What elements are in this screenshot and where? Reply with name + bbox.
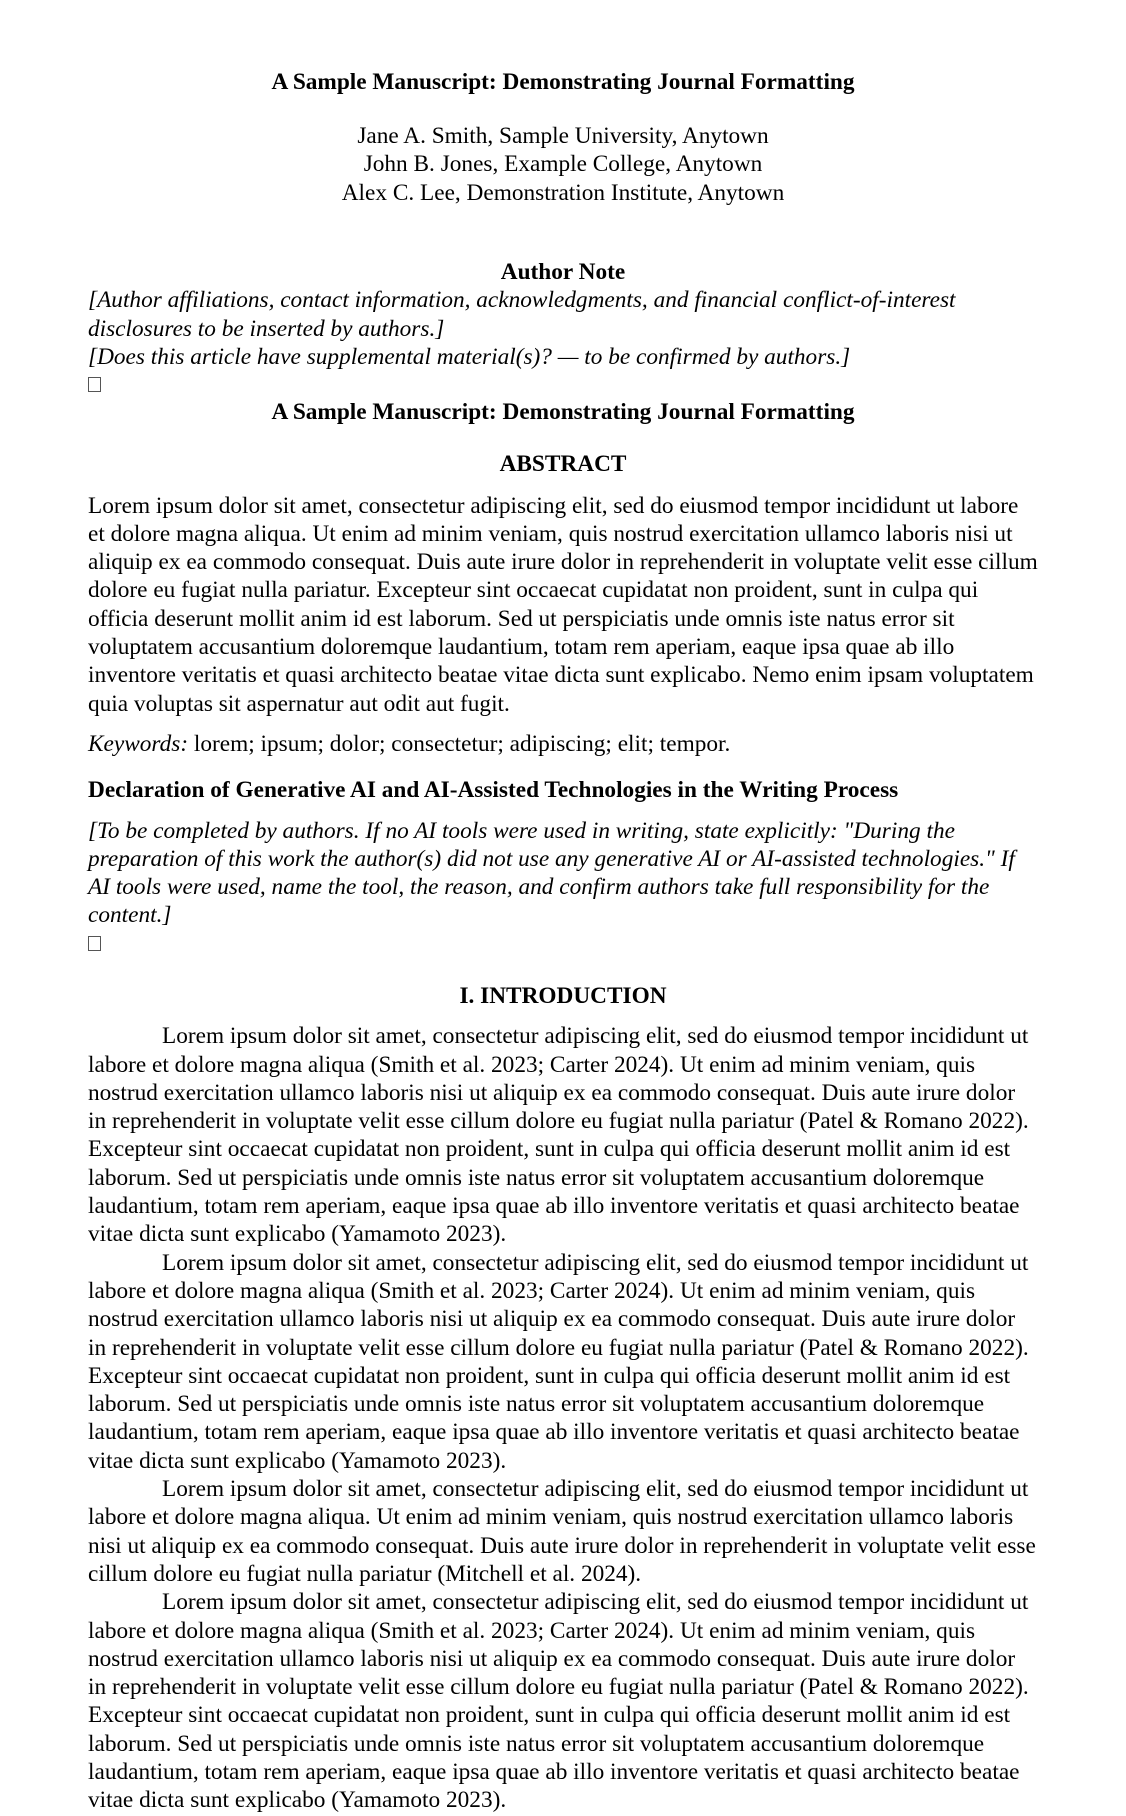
author-note-text: [Author affiliations, contact information, acknowledgments, and financial conflict-of-interest disclosures to be inserted by authors.] bbox=[88, 287, 956, 342]
introduction-body bbox=[88, 1022, 1038, 1814]
author-line: Jane A. Smith, Sample University, Anytown bbox=[357, 123, 769, 149]
page-break-marker bbox=[88, 371, 1038, 399]
page-break-marker bbox=[88, 930, 1038, 958]
abstract-heading: ABSTRACT bbox=[499, 451, 627, 478]
author-line: John B. Jones, Example College, Anytown bbox=[363, 151, 763, 178]
author-note bbox=[88, 258, 1038, 399]
paragraph: Lorem ipsum dolor sit amet, consectetur adipiscing elit, sed do eiusmod tempor incididunt ut labore et dolore magna aliqua. Ut enim ad minim veniam, quis nostrud exercitation ullamco laboris nisi ut aliquip ex ea commodo consequat. Duis aute irure dolor in reprehenderit in voluptate velit esse cillum dolore eu fugiat nulla pariatur (Mitchell et al. 2024). bbox=[88, 1476, 1036, 1587]
main-section bbox=[88, 398, 1038, 958]
author-list bbox=[0, 122, 1126, 207]
declaration-text: [To be completed by authors. If no AI tools were used in writing, state explicitly: "During the preparation of this work the author(s) did not use any generative AI or AI-assisted technologies." If AI tools were used, name the tool, the reason, and confirm authors take full responsibility for the content.] bbox=[88, 817, 1015, 929]
keywords-label: Keywords: bbox=[88, 730, 189, 757]
paragraph: Lorem ipsum dolor sit amet, consectetur adipiscing elit, sed do eiusmod tempor incididunt ut labore et dolore magna aliqua (Smith et al. 2023; Carter 2024). Ut enim ad minim veniam, quis nostrud exercitation ullamco laboris nisi ut aliquip ex ea commodo consequat. Duis aute irure dolor in reprehenderit in voluptate velit esse cillum dolore eu fugiat nulla pariatur (Patel & Romano 2022). Excepteur sint occaecat cupidatat non proident, sunt in culpa qui officia deserunt mollit anim id est laborum. Sed ut perspiciatis unde omnis iste natus error sit voluptatem accusantium doloremque laudantium, totam rem aperiam, eaque ipsa quae ab illo inventore veritatis et quasi architecto beatae vitae dicta sunt explicabo (Yamamoto 2023). bbox=[88, 1249, 1029, 1474]
declaration-heading: Declaration of Generative AI and AI-Assisted Technologies in the Writing Process bbox=[88, 777, 899, 804]
keywords bbox=[88, 730, 1038, 758]
supplemental-note: [Does this article have supplemental material(s)? — to be confirmed by authors.] bbox=[88, 343, 851, 370]
empty-box-icon bbox=[88, 936, 101, 951]
main-title: A Sample Manuscript: Demonstrating Journal Formatting bbox=[271, 399, 855, 425]
author-line: Alex C. Lee, Demonstration Institute, Anytown bbox=[341, 179, 785, 206]
keywords-text: lorem; ipsum; dolor; consectetur; adipiscing; elit; tempor. bbox=[188, 730, 731, 757]
paragraph: Lorem ipsum dolor sit amet, consectetur adipiscing elit, sed do eiusmod tempor incididunt ut labore et dolore magna aliqua (Smith et al. 2023; Carter 2024). Ut enim ad minim veniam, quis nostrud exercitation ullamco laboris nisi ut aliquip ex ea commodo consequat. Duis aute irure dolor in reprehenderit in voluptate velit esse cillum dolore eu fugiat nulla pariatur (Patel & Romano 2022). Excepteur sint occaecat cupidatat non proident, sunt in culpa qui officia deserunt mollit anim id est laborum. Sed ut perspiciatis unde omnis iste natus error sit voluptatem accusantium doloremque laudantium, totam rem aperiam, eaque ipsa quae ab illo inventore veritatis et quasi architecto beatae vitae dicta sunt explicabo (Yamamoto 2023). bbox=[88, 1023, 1029, 1248]
introduction-heading: I. INTRODUCTION bbox=[459, 983, 667, 1009]
empty-box-icon bbox=[88, 377, 101, 392]
paragraph: Lorem ipsum dolor sit amet, consectetur adipiscing elit, sed do eiusmod tempor incididunt ut labore et dolore magna aliqua (Smith et al. 2023; Carter 2024). Ut enim ad minim veniam, quis nostrud exercitation ullamco laboris nisi ut aliquip ex ea commodo consequat. Duis aute irure dolor in reprehenderit in voluptate velit esse cillum dolore eu fugiat nulla pariatur (Patel & Romano 2022). Excepteur sint occaecat cupidatat non proident, sunt in culpa qui officia deserunt mollit anim id est laborum. Sed ut perspiciatis unde omnis iste natus error sit voluptatem accusantium doloremque laudantium, totam rem aperiam, eaque ipsa quae ab illo inventore veritatis et quasi architecto beatae vitae dicta sunt explicabo (Yamamoto 2023). bbox=[88, 1589, 1029, 1814]
author-note-heading: Author Note bbox=[500, 259, 626, 285]
introduction-section bbox=[88, 982, 1038, 1815]
abstract-text: Lorem ipsum dolor sit amet, consectetur adipiscing elit, sed do eiusmod tempor incididunt ut labore et dolore magna aliqua. Ut enim ad minim veniam, quis nostrud exercitation ullamco laboris nisi ut aliquip ex ea commodo consequat. Duis aute irure dolor in reprehenderit in voluptate velit esse cillum dolore eu fugiat nulla pariatur. Excepteur sint occaecat cupidatat non proident, sunt in culpa qui officia deserunt mollit anim id est laborum. Sed ut perspiciatis unde omnis iste natus error sit voluptatem accusantium doloremque laudantium, totam rem aperiam, eaque ipsa quae ab illo inventore veritatis et quasi architecto beatae vitae dicta sunt explicabo. Nemo enim ipsam voluptatem quia voluptas sit aspernatur aut odit aut fugit. bbox=[88, 492, 1038, 717]
manuscript-title: A Sample Manuscript: Demonstrating Journal Formatting bbox=[271, 69, 855, 95]
